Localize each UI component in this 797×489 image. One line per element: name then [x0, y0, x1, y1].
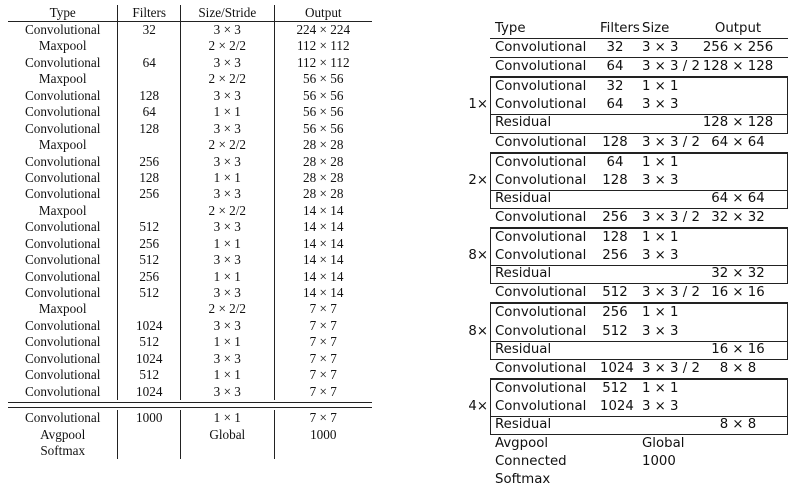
- left-table-cell-type: Maxpool: [8, 301, 118, 317]
- left-table-cell-size: 1 × 1: [181, 236, 274, 252]
- left-table-cell-filters: 512: [118, 367, 181, 383]
- layer-row: [468, 284, 788, 302]
- repeat-count: 1×: [468, 97, 488, 113]
- left-table-cell-type: Convolutional: [8, 186, 118, 202]
- left-tail-cell-size: [181, 443, 274, 459]
- cell-filters: 128: [602, 172, 628, 188]
- left-table-cell-output: 28 × 28: [303, 137, 344, 153]
- left-table-row: [8, 285, 372, 301]
- right-table-footer: [468, 435, 788, 489]
- left-table-cell-filters: 256: [118, 154, 181, 170]
- cell-type: Convolutional: [495, 97, 587, 113]
- cell-size: 3 × 3 / 2: [642, 285, 700, 301]
- cell-type: Convolutional: [495, 398, 587, 414]
- left-table-cell-type: Convolutional: [8, 367, 118, 383]
- left-table-cell-filters: [118, 301, 181, 317]
- left-table-row: [8, 88, 372, 104]
- left-table-cell-type: Convolutional: [8, 121, 118, 137]
- left-table-row: [8, 367, 372, 383]
- left-table-cell-size: 1 × 1: [181, 170, 274, 186]
- left-table-cell-type: Maxpool: [8, 203, 118, 219]
- left-tail-row: [8, 427, 372, 443]
- cell-output: 32 × 32: [711, 209, 765, 225]
- left-table-cell-filters: 1024: [118, 384, 181, 400]
- right-table-row: [490, 209, 788, 228]
- left-table-cell-output: 14 × 14: [303, 235, 344, 251]
- cell-size: Global: [642, 436, 685, 452]
- left-table-cell-filters: 128: [118, 170, 181, 186]
- left-table-cell-type: Convolutional: [8, 104, 118, 120]
- right-footer-row: [490, 453, 788, 471]
- left-table-cell-type: Convolutional: [8, 154, 118, 170]
- left-double-rule: [8, 402, 372, 408]
- cell-type: Convolutional: [495, 209, 587, 225]
- left-table-cell-filters: 64: [118, 55, 181, 71]
- left-table-cell-filters: 512: [118, 285, 181, 301]
- right-header-size: Size: [642, 21, 670, 36]
- left-table-row: [8, 104, 372, 120]
- left-table-cell-size: 3 × 3: [181, 285, 274, 301]
- cell-size: 3 × 3: [642, 97, 679, 113]
- residual-rule: [491, 416, 787, 417]
- cell-size: 1 × 1: [642, 79, 679, 95]
- cell-type: Residual: [495, 341, 552, 357]
- left-table-cell-filters: [118, 71, 181, 87]
- cell-output: 64 × 64: [711, 134, 765, 150]
- cell-output: 128 × 128: [702, 59, 774, 75]
- cell-type: Convolutional: [495, 134, 587, 150]
- left-table-row: [8, 203, 372, 219]
- left-table-row: [8, 301, 372, 317]
- left-table-cell-type: Convolutional: [8, 22, 118, 38]
- left-table-cell-filters: 128: [118, 88, 181, 104]
- repeat-count: 8×: [468, 248, 488, 264]
- residual-block-row: [468, 78, 787, 96]
- residual-rule: [491, 114, 787, 115]
- left-table-cell-output: 14 × 14: [303, 219, 344, 235]
- left-table-cell-filters: 256: [118, 236, 181, 252]
- left-table-cell-output: 7 × 7: [309, 334, 337, 350]
- right-header-type: Type: [495, 21, 526, 36]
- residual-block-row: [468, 304, 787, 322]
- left-table-row: [8, 22, 372, 38]
- cell-size: 3 × 3: [642, 248, 679, 264]
- left-table-cell-filters: 128: [118, 121, 181, 137]
- right-footer-row: [490, 435, 788, 453]
- left-table-cell-size: 2 × 2/2: [181, 203, 274, 219]
- left-tail-cell-output: 7 × 7: [309, 410, 337, 426]
- layer-row: [468, 360, 788, 378]
- left-table-cell-output: 28 × 28: [303, 153, 344, 169]
- cell-size: 1000: [642, 454, 676, 470]
- left-table-cell-type: Convolutional: [8, 170, 118, 186]
- residual-block-row: [468, 265, 787, 283]
- left-table-cell-filters: [118, 203, 181, 219]
- left-table-cell-type: Convolutional: [8, 334, 118, 350]
- left-table-cell-size: 3 × 3: [181, 219, 274, 235]
- residual-block-row: [468, 229, 787, 247]
- left-table-cell-size: 3 × 3: [181, 88, 274, 104]
- left-table-cell-type: Convolutional: [8, 351, 118, 367]
- right-header-output: Output: [714, 21, 762, 36]
- left-table-cell-type: Convolutional: [8, 55, 118, 71]
- left-table-row: [8, 236, 372, 252]
- left-table-cell-type: Convolutional: [8, 236, 118, 252]
- cell-filters: 512: [602, 380, 628, 396]
- repeat-count: 8×: [468, 323, 488, 339]
- residual-block: [468, 303, 788, 359]
- left-table-cell-size: 3 × 3: [181, 384, 274, 400]
- cell-type: Convolutional: [495, 248, 587, 264]
- cell-type: Convolutional: [495, 230, 587, 246]
- left-table-cell-output: 14 × 14: [303, 268, 344, 284]
- left-table-row: [8, 269, 372, 285]
- cell-type: Convolutional: [495, 285, 587, 301]
- cell-type: Connected: [495, 454, 567, 470]
- cell-filters: 32: [606, 40, 624, 56]
- darknet19-table: [8, 5, 372, 459]
- footer-layer-row: [468, 453, 788, 471]
- right-table-row: [490, 58, 788, 77]
- residual-block-row: [468, 380, 787, 398]
- left-table-cell-size: 3 × 3: [181, 318, 274, 334]
- left-table-row: [8, 170, 372, 186]
- right-header-filters: Filters: [600, 21, 640, 36]
- right-table-row: [490, 39, 788, 58]
- cell-size: 3 × 3 / 2: [642, 134, 700, 150]
- residual-rule: [491, 265, 787, 266]
- cell-output: 256 × 256: [702, 40, 774, 56]
- cell-output: 16 × 16: [711, 285, 765, 301]
- left-table-cell-output: 112 × 112: [296, 38, 350, 54]
- cell-output: 8 × 8: [719, 360, 757, 376]
- left-table-cell-type: Convolutional: [8, 252, 118, 268]
- layer-row: [468, 209, 788, 227]
- residual-block-row: [468, 398, 787, 416]
- left-table-cell-output: 7 × 7: [309, 350, 337, 366]
- left-header-type: Type: [8, 5, 118, 21]
- cell-size: 1 × 1: [642, 154, 679, 170]
- cell-size: 3 × 3 / 2: [642, 209, 700, 225]
- left-table-cell-size: 2 × 2/2: [181, 38, 274, 54]
- left-table-cell-size: 2 × 2/2: [181, 137, 274, 153]
- right-table-body: [468, 39, 788, 435]
- left-table-cell-filters: 256: [118, 269, 181, 285]
- left-table-cell-output: 7 × 7: [309, 317, 337, 333]
- cell-type: Convolutional: [495, 380, 587, 396]
- cell-type: Avgpool: [495, 436, 549, 452]
- left-table-cell-size: 1 × 1: [181, 334, 274, 350]
- left-table-cell-type: Convolutional: [8, 285, 118, 301]
- left-table-cell-type: Convolutional: [8, 88, 118, 104]
- residual-block: [468, 228, 788, 284]
- cell-type: Residual: [495, 416, 552, 432]
- left-table-tail: [8, 410, 372, 459]
- cell-output: 64 × 64: [711, 190, 765, 206]
- left-table-cell-filters: 512: [118, 334, 181, 350]
- cell-type: Convolutional: [495, 79, 587, 95]
- left-table-cell-type: Maxpool: [8, 38, 118, 54]
- footer-layer-row: [468, 435, 788, 453]
- left-table-row: [8, 186, 372, 202]
- layer-row: [468, 134, 788, 152]
- left-table-cell-size: 2 × 2/2: [181, 71, 274, 87]
- left-table-cell-size: 3 × 3: [181, 186, 274, 202]
- residual-block-row: [468, 247, 787, 265]
- cell-output: 128 × 128: [702, 115, 774, 131]
- left-tail-cell-size: Global: [181, 427, 274, 443]
- left-table-cell-type: Convolutional: [8, 384, 118, 400]
- cell-size: 1 × 1: [642, 230, 679, 246]
- cell-type: Convolutional: [495, 323, 587, 339]
- left-tail-cell-filters: [118, 427, 181, 443]
- residual-block: [468, 77, 788, 133]
- cell-size: 1 × 1: [642, 380, 679, 396]
- left-table-cell-type: Maxpool: [8, 71, 118, 87]
- cell-type: Softmax: [495, 472, 551, 488]
- left-tail-cell-type: Softmax: [8, 443, 118, 459]
- layer-row: [468, 58, 788, 76]
- left-table-row: [8, 384, 372, 400]
- left-table-cell-filters: 256: [118, 186, 181, 202]
- left-table-cell-output: 56 × 56: [303, 71, 344, 87]
- left-table-cell-output: 28 × 28: [303, 186, 344, 202]
- left-table-cell-filters: 32: [118, 22, 181, 38]
- cell-filters: 128: [602, 134, 628, 150]
- left-table-cell-type: Convolutional: [8, 269, 118, 285]
- residual-rule: [491, 190, 787, 191]
- left-table-row: [8, 121, 372, 137]
- repeat-count: 4×: [468, 398, 488, 414]
- cell-filters: 128: [602, 230, 628, 246]
- left-table-cell-output: 14 × 14: [303, 202, 344, 218]
- cell-filters: 1024: [600, 360, 634, 376]
- left-table-cell-size: 3 × 3: [181, 154, 274, 170]
- cell-filters: 64: [606, 59, 624, 75]
- left-table-cell-output: 14 × 14: [303, 252, 344, 268]
- cell-size: 3 × 3: [642, 172, 679, 188]
- cell-filters: 1024: [600, 398, 634, 414]
- left-tail-cell-filters: 1000: [118, 410, 181, 426]
- left-table-cell-size: 1 × 1: [181, 104, 274, 120]
- left-table-cell-size: 1 × 1: [181, 269, 274, 285]
- left-table-cell-size: 3 × 3: [181, 252, 274, 268]
- right-table-header: [490, 20, 788, 39]
- cell-type: Convolutional: [495, 59, 587, 75]
- cell-filters: 512: [602, 285, 628, 301]
- left-table-cell-size: 3 × 3: [181, 22, 274, 38]
- cell-type: Residual: [495, 115, 552, 131]
- residual-block-row: [468, 172, 787, 190]
- cell-size: 3 × 3: [642, 323, 679, 339]
- left-table-cell-type: Convolutional: [8, 318, 118, 334]
- left-header-filters: Filters: [118, 5, 181, 21]
- left-table-cell-output: 56 × 56: [303, 120, 344, 136]
- left-table-cell-output: 7 × 7: [309, 383, 337, 399]
- cell-filters: 256: [602, 305, 628, 321]
- left-table-cell-filters: 1024: [118, 318, 181, 334]
- cell-type: Convolutional: [495, 360, 587, 376]
- residual-rule: [491, 341, 787, 342]
- left-table-cell-output: 14 × 14: [303, 285, 344, 300]
- left-table-row: [8, 38, 372, 54]
- cell-output: 16 × 16: [711, 341, 765, 357]
- left-table-cell-filters: 512: [118, 252, 181, 268]
- left-table-header: [8, 5, 372, 22]
- left-tail-cell-filters: [118, 443, 181, 459]
- left-tail-cell-size: 1 × 1: [181, 410, 274, 426]
- left-table-cell-output: 7 × 7: [309, 367, 337, 383]
- left-table-row: [8, 318, 372, 334]
- left-table-cell-size: 3 × 3: [181, 121, 274, 137]
- left-table-cell-filters: 512: [118, 219, 181, 235]
- left-table-cell-filters: [118, 137, 181, 153]
- cell-filters: 256: [602, 209, 628, 225]
- left-tail-cell-type: Avgpool: [8, 427, 118, 443]
- residual-block-row: [468, 96, 787, 114]
- cell-output: 8 × 8: [719, 416, 757, 432]
- right-table-row: [490, 284, 788, 303]
- left-table-cell-filters: 1024: [118, 351, 181, 367]
- left-table-cell-output: 56 × 56: [303, 87, 344, 103]
- left-table-cell-type: Maxpool: [8, 137, 118, 153]
- residual-block-row: [468, 190, 787, 208]
- residual-block: [468, 153, 788, 209]
- left-table-row: [8, 55, 372, 71]
- cell-output: 32 × 32: [711, 266, 765, 282]
- cell-type: Convolutional: [495, 172, 587, 188]
- left-table-row: [8, 137, 372, 153]
- left-table-body: [8, 22, 372, 400]
- residual-block-row: [468, 323, 787, 341]
- left-table-cell-output: 56 × 56: [303, 104, 344, 120]
- left-tail-cell-output: 1000: [310, 426, 337, 442]
- left-table-cell-filters: [118, 38, 181, 54]
- left-table-cell-output: 224 × 224: [296, 22, 351, 37]
- cell-size: 3 × 3: [642, 398, 679, 414]
- left-table-row: [8, 71, 372, 87]
- cell-type: Residual: [495, 190, 552, 206]
- cell-filters: 256: [602, 248, 628, 264]
- left-table-cell-type: Convolutional: [8, 219, 118, 235]
- residual-block-row: [468, 154, 787, 172]
- left-table-cell-size: 3 × 3: [181, 351, 274, 367]
- left-table-row: [8, 351, 372, 367]
- left-table-cell-filters: 64: [118, 104, 181, 120]
- left-table-cell-output: 112 × 112: [296, 54, 350, 70]
- left-table-row: [8, 154, 372, 170]
- residual-block-row: [468, 416, 787, 434]
- residual-block-row: [468, 341, 787, 359]
- cell-filters: 64: [606, 97, 624, 113]
- cell-type: Convolutional: [495, 154, 587, 170]
- cell-size: 3 × 3 / 2: [642, 360, 700, 376]
- residual-block: [468, 379, 788, 435]
- left-tail-row: [8, 410, 372, 426]
- left-table-row: [8, 252, 372, 268]
- left-table-cell-size: 1 × 1: [181, 367, 274, 383]
- repeat-count: 2×: [468, 172, 488, 188]
- cell-filters: 512: [602, 323, 628, 339]
- left-table-cell-size: 2 × 2/2: [181, 301, 274, 317]
- cell-type: Residual: [495, 266, 552, 282]
- layer-row: [468, 39, 788, 57]
- left-header-size: Size/Stride: [181, 5, 274, 21]
- left-tail-cell-output: [275, 443, 372, 459]
- left-table-row: [8, 334, 372, 350]
- left-table-cell-size: 3 × 3: [181, 55, 274, 71]
- left-tail-row: [8, 443, 372, 459]
- cell-type: Convolutional: [495, 40, 587, 56]
- cell-type: Convolutional: [495, 305, 587, 321]
- cell-size: 1 × 1: [642, 305, 679, 321]
- cell-filters: 32: [606, 79, 624, 95]
- left-header-output: Output: [304, 5, 342, 20]
- cell-size: 3 × 3 / 2: [642, 59, 700, 75]
- darknet53-table: [468, 20, 788, 489]
- left-table-cell-output: 28 × 28: [303, 169, 344, 185]
- left-tail-cell-type: Convolutional: [8, 410, 118, 426]
- left-table-cell-output: 7 × 7: [309, 301, 337, 317]
- cell-size: 3 × 3: [642, 40, 679, 56]
- cell-filters: 64: [606, 154, 624, 170]
- residual-block-row: [468, 114, 787, 132]
- right-table-row: [490, 134, 788, 153]
- left-table-row: [8, 219, 372, 235]
- right-table-row: [490, 360, 788, 379]
